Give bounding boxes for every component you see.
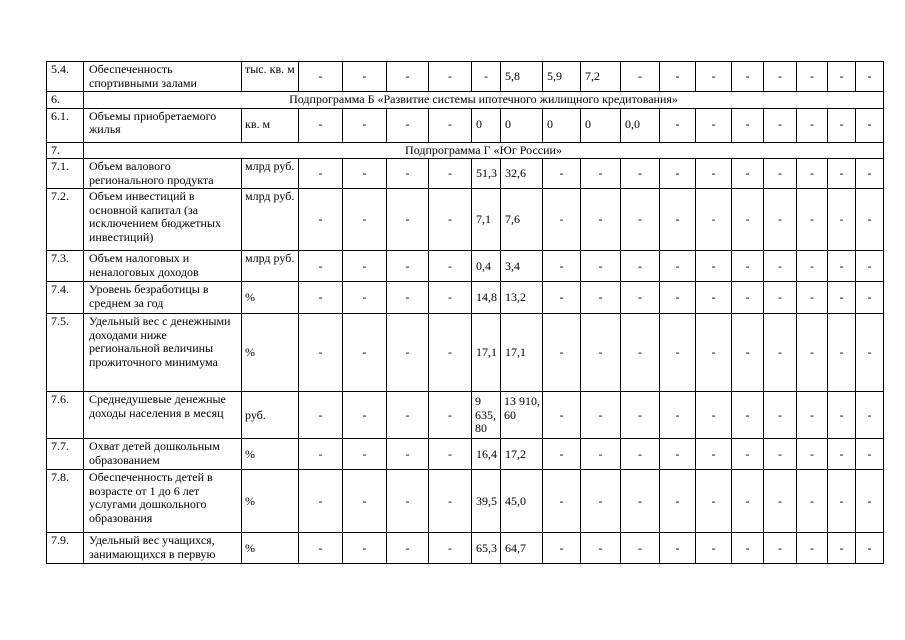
value-cell: 17,1 [501,314,543,392]
value-cell: 39,5 [472,470,501,533]
value-cell: - [343,533,387,564]
value-cell: - [660,251,696,282]
value-cell: - [387,533,429,564]
row-number: 5.4. [47,62,84,92]
indicator-name: Обеспеченность детей в возрасте от 1 до 6 лет услугами дошкольного образования [84,470,242,533]
value-cell: - [797,439,828,470]
value-cell: 0 [581,108,621,142]
indicator-name: Уровень безработицы в среднем за год [84,282,242,314]
value-cell: - [696,439,732,470]
value-cell: 45,0 [501,470,543,533]
value-cell: - [732,314,764,392]
value-cell: - [856,62,884,92]
value-cell: - [696,189,732,251]
indicator-name: Объем валового регионального продукта [84,159,242,189]
unit-of-measure: % [242,470,299,533]
value-cell: - [732,533,764,564]
section-title: Подпрограмма Г «Юг России» [84,142,884,159]
table-row [47,159,884,189]
value-cell: - [764,62,797,92]
value-cell: - [660,314,696,392]
value-cell: - [543,470,581,533]
value-cell: - [581,392,621,439]
unit-of-measure: % [242,314,299,392]
value-cell: - [764,439,797,470]
value-cell: - [764,282,797,314]
row-number: 7.8. [47,470,84,533]
value-cell: - [797,251,828,282]
unit-of-measure: млрд руб. [242,189,299,251]
value-cell: - [621,62,660,92]
section-title: Подпрограмма Б «Развитие системы ипотечного жилищного кредитования» [84,92,884,109]
value-cell: - [387,282,429,314]
value-cell: - [299,251,343,282]
value-cell: - [581,533,621,564]
value-cell: - [856,470,884,533]
value-cell: 9 635, 80 [472,392,501,439]
value-cell: - [343,108,387,142]
value-cell: - [387,314,429,392]
value-cell: - [732,392,764,439]
value-cell: - [429,533,472,564]
value-cell: - [797,314,828,392]
value-cell: - [764,189,797,251]
value-cell: - [299,282,343,314]
value-cell: - [581,470,621,533]
table-row [47,392,884,439]
section-row [47,92,884,109]
indicators-table [46,61,884,564]
value-cell: - [696,392,732,439]
value-cell: - [732,439,764,470]
value-cell: - [299,533,343,564]
value-cell: - [828,251,856,282]
value-cell: - [299,108,343,142]
value-cell: - [764,251,797,282]
value-cell: - [764,159,797,189]
value-cell: - [828,62,856,92]
value-cell: - [429,392,472,439]
value-cell: 7,6 [501,189,543,251]
value-cell: - [696,470,732,533]
value-cell: - [696,159,732,189]
value-cell: - [299,62,343,92]
value-cell: - [797,470,828,533]
value-cell: - [343,251,387,282]
value-cell: - [764,314,797,392]
unit-of-measure: тыс. кв. м [242,62,299,92]
indicator-name: Объем инвестиций в основной капитал (за исключением бюджетных инвестиций) [84,189,242,251]
row-number: 7.6. [47,392,84,439]
row-number: 7.7. [47,439,84,470]
value-cell: 64,7 [501,533,543,564]
value-cell: 17,1 [472,314,501,392]
value-cell: - [856,392,884,439]
value-cell: - [856,314,884,392]
value-cell: 0 [501,108,543,142]
value-cell: - [387,159,429,189]
value-cell: - [856,439,884,470]
table-row [47,470,884,533]
value-cell: - [387,470,429,533]
unit-of-measure: кв. м [242,108,299,142]
indicator-name: Объем налоговых и неналоговых доходов [84,251,242,282]
indicator-name: Удельный вес с денежными доходами ниже региональной величины прожиточного минимума [84,314,242,392]
unit-of-measure: % [242,439,299,470]
value-cell: - [856,108,884,142]
value-cell: - [543,251,581,282]
value-cell: - [621,189,660,251]
value-cell: - [696,62,732,92]
value-cell: - [343,439,387,470]
value-cell: - [764,470,797,533]
value-cell: - [343,159,387,189]
table-body [47,62,884,564]
value-cell: - [696,108,732,142]
value-cell: 14,8 [472,282,501,314]
value-cell: - [828,314,856,392]
value-cell: - [299,314,343,392]
value-cell: 5,9 [543,62,581,92]
value-cell: - [621,392,660,439]
value-cell: - [429,282,472,314]
row-number: 7.5. [47,314,84,392]
value-cell: 0 [472,108,501,142]
value-cell: - [621,314,660,392]
value-cell: - [797,282,828,314]
value-cell: - [343,314,387,392]
value-cell: - [828,108,856,142]
table-row [47,439,884,470]
value-cell: - [856,533,884,564]
value-cell: - [856,251,884,282]
value-cell: 0,0 [621,108,660,142]
value-cell: - [581,251,621,282]
value-cell: - [797,392,828,439]
value-cell: 32,6 [501,159,543,189]
value-cell: - [660,439,696,470]
value-cell: - [828,282,856,314]
value-cell: 5,8 [501,62,543,92]
value-cell: - [621,251,660,282]
value-cell: - [797,533,828,564]
value-cell: - [429,189,472,251]
unit-of-measure: млрд руб. [242,251,299,282]
unit-of-measure: % [242,533,299,564]
value-cell: - [797,108,828,142]
unit-of-measure: % [242,282,299,314]
indicator-name: Среднедушевые денежные доходы населения в месяц [84,392,242,439]
value-cell: 0 [543,108,581,142]
value-cell: - [343,62,387,92]
value-cell: 16,4 [472,439,501,470]
value-cell: - [429,470,472,533]
table-row [47,62,884,92]
value-cell: 65,3 [472,533,501,564]
value-cell: - [660,159,696,189]
value-cell: - [797,62,828,92]
value-cell: - [543,282,581,314]
value-cell: - [543,159,581,189]
value-cell: - [429,108,472,142]
value-cell: - [581,189,621,251]
value-cell: - [856,189,884,251]
value-cell: - [660,282,696,314]
value-cell: - [660,533,696,564]
value-cell: - [429,62,472,92]
value-cell: - [543,189,581,251]
value-cell: 3,4 [501,251,543,282]
value-cell: 51,3 [472,159,501,189]
value-cell: - [387,251,429,282]
value-cell: - [828,533,856,564]
value-cell: 7,2 [581,62,621,92]
value-cell: - [581,282,621,314]
value-cell: - [429,439,472,470]
value-cell: - [543,533,581,564]
value-cell: - [621,282,660,314]
value-cell: 0,4 [472,251,501,282]
row-number: 7.9. [47,533,84,564]
value-cell: - [696,251,732,282]
value-cell: - [828,189,856,251]
table-row [47,251,884,282]
value-cell: - [660,108,696,142]
value-cell: - [543,439,581,470]
value-cell: - [299,189,343,251]
value-cell: - [387,392,429,439]
value-cell: - [732,189,764,251]
section-row [47,142,884,159]
value-cell: - [732,159,764,189]
row-number: 6. [47,92,84,109]
row-number: 7.2. [47,189,84,251]
indicator-name: Обеспеченность спортивными залами [84,62,242,92]
indicator-name: Охват детей дошкольным образованием [84,439,242,470]
value-cell: - [343,282,387,314]
unit-of-measure: руб. [242,392,299,439]
value-cell: - [299,392,343,439]
value-cell: - [343,189,387,251]
unit-of-measure: млрд руб. [242,159,299,189]
value-cell: - [299,470,343,533]
value-cell: - [764,392,797,439]
row-number: 7.1. [47,159,84,189]
value-cell: - [856,159,884,189]
value-cell: - [387,62,429,92]
value-cell: - [696,282,732,314]
value-cell: 7,1 [472,189,501,251]
value-cell: - [732,251,764,282]
table-row [47,282,884,314]
value-cell: - [797,159,828,189]
value-cell: - [581,314,621,392]
value-cell: - [732,62,764,92]
value-cell: - [472,62,501,92]
value-cell: 13 910, 60 [501,392,543,439]
value-cell: - [732,282,764,314]
value-cell: - [581,439,621,470]
table-row [47,314,884,392]
value-cell: - [828,439,856,470]
value-cell: 17,2 [501,439,543,470]
value-cell: - [429,251,472,282]
value-cell: - [387,189,429,251]
value-cell: - [429,314,472,392]
value-cell: - [429,159,472,189]
value-cell: - [387,439,429,470]
table-row [47,189,884,251]
value-cell: - [621,159,660,189]
value-cell: - [797,189,828,251]
table-row [47,108,884,142]
value-cell: - [732,470,764,533]
value-cell: - [660,470,696,533]
value-cell: - [543,314,581,392]
value-cell: - [299,159,343,189]
value-cell: - [343,470,387,533]
row-number: 7.4. [47,282,84,314]
value-cell: - [581,159,621,189]
value-cell: - [543,392,581,439]
value-cell: - [828,159,856,189]
value-cell: - [621,470,660,533]
value-cell: - [696,533,732,564]
value-cell: - [660,392,696,439]
value-cell: - [299,439,343,470]
value-cell: 13,2 [501,282,543,314]
value-cell: - [764,533,797,564]
value-cell: - [387,108,429,142]
value-cell: - [828,392,856,439]
value-cell: - [621,533,660,564]
table-row [47,533,884,564]
row-number: 6.1. [47,108,84,142]
row-number: 7.3. [47,251,84,282]
value-cell: - [343,392,387,439]
value-cell: - [660,62,696,92]
value-cell: - [621,439,660,470]
value-cell: - [764,108,797,142]
row-number: 7. [47,142,84,159]
value-cell: - [696,314,732,392]
value-cell: - [732,108,764,142]
value-cell: - [828,470,856,533]
value-cell: - [856,282,884,314]
value-cell: - [660,189,696,251]
indicator-name: Удельный вес учащихся, занимающихся в первую [84,533,242,564]
indicator-name: Объемы приобретаемого жилья [84,108,242,142]
